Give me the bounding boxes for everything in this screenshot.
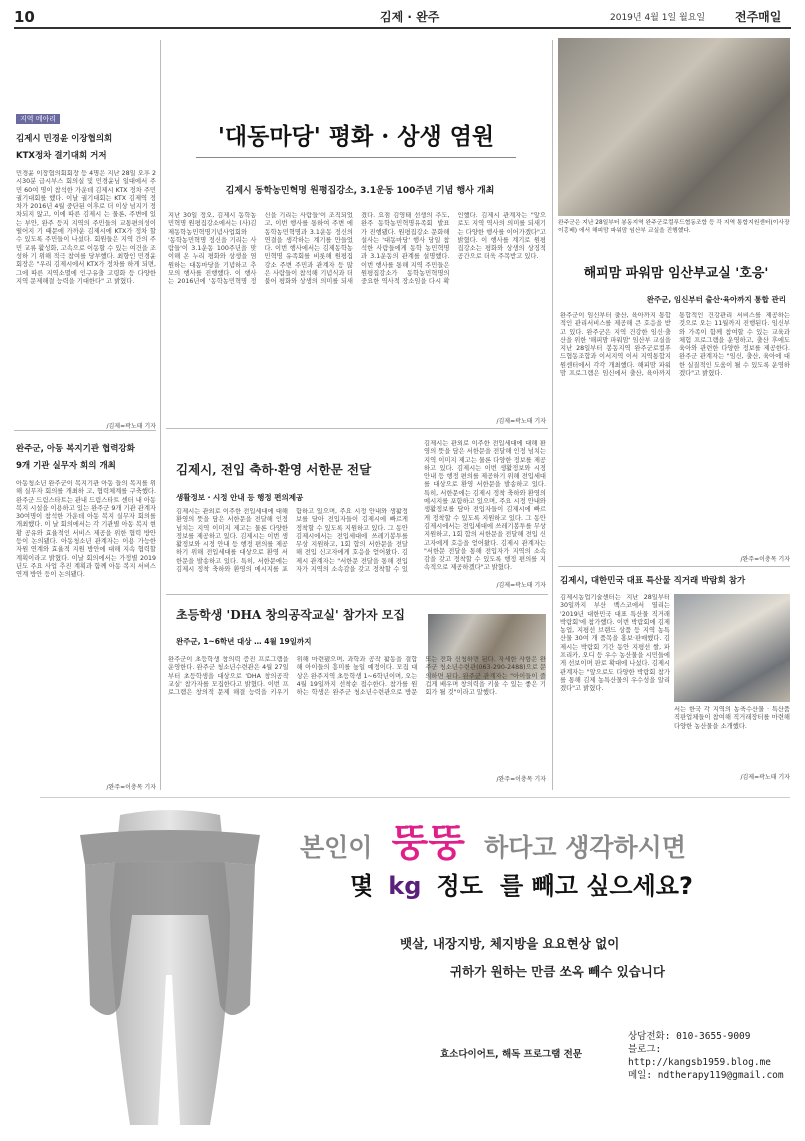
article-body: 김제시는 관외로 이주한 전입세대에 대해 환영의 뜻을 담은 서한문을 전달해 인정 넘치는 지역 이미지 제고는 물론 다양한 정보를 제공하고 있다. 김제시는 이번 생활정보와 시정 안내 등 행정 편의를 제공하기 위해 전입세대를 대상으로 환영 서한문을 발송하고 있다. 특히, 서한문에는 김제시 정착 축하와 환영의 메시지를 포함하고 있으며, 주요 시정 안내와 생활정보를 담아 전입자들이 김제시에 빠르게 정착할 수 있도록 지원하고 있다. 그 동안 김제시에서는 전입세대에 쓰레기봉투를 무상 지원하고, 1회 합의 서한문을 전달해 전입 신고자에게 호응을 얻어왔다. 김제시 관계자는 "서한문 전달을 통해 전입자가 지역의 소속감을 갖고 정착할 수 있 xyxy=(176,508,408,574)
article-credit: /김제=곽노태 기자 xyxy=(496,582,546,589)
exhibition-photo xyxy=(674,594,790,702)
ad-highlight-text: 뚱뚱 xyxy=(391,821,465,865)
event-photo xyxy=(558,38,790,216)
ad-text-kg: kg xyxy=(388,872,422,900)
article-body: 지난 30일 정오, 김제시 동학농민혁명 원평집강소에서는 (사)김제동학농민혁명기념사업회와 '동학농민혁명 정신을 기리는 사람들'이 3.1운동 100주년을 맞이해 온 누리 평화와 상생을 염원하는 대동마당을 기념하고 추모의 행사를 진행했다. 이 행사는 2016년에 '동학농민혁명 정신을 기리는 사람들'이 조직되었고, 이번 행사를 통하여 주변 에 동학농민혁명과 3.1운동 정신의 연결을 생각하는 계기를 만들었다. 이번 행사에서는 김제동학농민혁명 유족회를 비롯해 원평집강소 주변 주민과 관계자 등 많은 사람들이 참석해 기념식과 더불어 평화와 상생의 의미를 되새겼다. 요점 김영태 선생의 추도, 완주 동학농민혁명유족회 발표가 진행됐다. 원평집강소 문화해설사는 '대동마당' 행사 당일 참석한 사람들에게 동학 농민혁명과 3.1운동의 관계를 설명했다. 이번 행사를 통해 지역 주민들은 원평집강소가 동학농민혁명의 중요한 역사적 장소임을 다시 확인했다. 김제시 관계자는 "앞으로도 지역 역사의 의미를 되새기는 다양한 행사를 이어가겠다"고 밝혔다. 이 행사를 계기로 원평집강소는 평화와 상생의 상징적 공간으로 더욱 주목받고 있다. xyxy=(168,212,546,286)
headline: 초등학생 'DHA 창의공작교실' 참가자 모집 xyxy=(176,608,405,622)
newspaper-name: 전주매일 xyxy=(735,10,782,24)
row-divider xyxy=(166,428,548,429)
ad-text: 본인이 xyxy=(300,833,373,862)
article-title-line2: KTX정차 결기대회 거저 xyxy=(16,151,107,161)
photo-caption: 서는 한국 각 지역의 농축수산물 · 특산품 직판업체들이 참여해 직거래장터를 마련해 다양한 농산물을 소개했다. xyxy=(674,706,790,730)
row-divider xyxy=(558,566,790,567)
article-title: 완주군, 아동 복지기관 협력강화 xyxy=(16,444,135,454)
headline: 김제시, 전입 축하·환영 서한문 전달 xyxy=(176,462,372,477)
ad-phone: 상담전화: 010-3655-9009 xyxy=(628,1031,751,1042)
ad-text: 하다고 생각하시면 xyxy=(484,833,686,862)
column-divider xyxy=(552,40,553,790)
page-number: 10 xyxy=(14,8,35,26)
ad-email: 메일: ndtherapy119@gmail.com xyxy=(628,1070,784,1081)
article-body: 민경윤 이장협의회회장 등 4명은 지난 28일 오후 2시30분 급시부스 회의실 및 민경윤님 일대에서 주민 60여 명이 참석한 가운데 김제시 KTX 정차 주민 궐기대회를 했다. 이날 궐기대회는 KTX 김제역 정차가 2016년 4월 중단된 이후로 더 이상 넘지기 정차되지 않고, 이에 따른 김제시 는 물론, 주변에 있는 부안, 완주 등지 지역의 주민들의 교통편의성이 떨어지 기 때문에 가까운 김제시에 KTX가 정차 할 수 있도록 주민들이 나섰다. 회원들은 지역 간의 주민 교류 활성화, 고속으로 이동할 수 있는 여건을 조성하 기 위해 적극 참여를 당부했다. 최향인 민경윤회장은 "우리 김제시에서 KTX가 정차를 하게 되면, 그에 따른 지역소멸에 인구유출 고령화 등 다양한 지역 문제해결 능력을 기대한다" 고 밝혔다. xyxy=(16,170,156,285)
article-body: 완주군이 초등학생 창의력 증진 프로그램을 운영한다. 완주군 청소년수련관은 4월 27일부터 초등학생을 대상으로 'DHA 창의공작교실' 참가자를 모집한다고 밝혔다. 이번 프로그램은 창의적 문제 해결 능력을 키우기 위해 마련됐으며, 과학과 공작 활동을 결합해 아이들의 흥미를 높일 예정이다. 모집 대상은 완주지역 초등학생 1~6학년이며, 오는 4월 19일까지 선착순 접수한다. 참가를 원하는 학생은 완주군 청소년수련관으로 방문 또는 전화 신청하면 된다. 자세한 사항은 완주군 청소년수련관(063-290-2488)으로 문의하면 된다. 완주군 관계자는 "아이들이 즐겁게 배우며 창의력을 키울 수 있는 좋은 기회가 될 것"이라고 말했다. xyxy=(168,656,546,697)
ad-blog: 블로그: http://kangsb1959.blog.me xyxy=(628,1044,771,1068)
row-divider xyxy=(166,594,548,595)
issue-date: 2019년 4월 1일 월요일 xyxy=(610,13,706,23)
ad-subline-1: 뱃살, 내장지방, 체지방을 요요현상 없이 xyxy=(400,936,620,951)
article-credit: /완주=이충목 기자 xyxy=(106,784,156,791)
ad-brand: 효소다이어트, 해독 프로그램 전문 xyxy=(440,1049,583,1060)
article-title: 김제시 민경윤 이장협의회 xyxy=(16,134,113,144)
ad-text: 몇 xyxy=(350,872,374,900)
section-title: 김제 · 완주 xyxy=(380,10,440,24)
row-divider xyxy=(14,430,156,431)
kicker-label: 지역 메아리 xyxy=(16,114,60,124)
ad-text: 정도 xyxy=(436,872,483,900)
ad-text: 를 빼고 싶으세요? xyxy=(499,872,693,900)
ad-subline-2: 귀하가 원하는 만큼 쏘옥 빼수 있습니다 xyxy=(450,964,665,979)
article-body-continued: 김제시는 관외로 이주한 전입세대에 대해 환영의 뜻을 담은 서한문을 전달해 인정 넘치는 지역 이미지 제고는 물론 다양한 정보를 제공하고 있다. 김제시는 이번 생활정보와 시정 안내 등 행정 편의를 제공하기 위해 전입세대를 대상으로 환영 서한문을 발송하고 있다. 특히, 서한문에는 김제시 정착 축하와 환영의 메시지를 포함하고 있으며, 주요 시정 안내와 생활정보를 담아 전입자들이 김제시에 빠르게 정착할 수 있도록 지원하고 있다. 그 동안 김제시에서는 전입세대에 쓰레기봉투를 무상 지원하고, 1회 합의 서한문을 전달해 전입 신고자에게 호응을 얻어왔다. 김제시 관계자는 "서한문 전달을 통해 전입자가 지역의 소속감을 갖고 정착할 수 있도록 행정 편의를 지속적으로 제공하겠다"고 밝혔다. xyxy=(424,440,546,572)
ad-headline-line1 xyxy=(300,812,686,867)
ad-headline-line2 xyxy=(350,866,693,901)
headline: 해피맘 파워맘 임산부교실 '호응' xyxy=(583,266,769,281)
ad-contact-block xyxy=(628,1030,805,1082)
subheadline: 김제시 동학농민혁명 원평집강소, 3.1운동 100주년 기념 행사 개최 xyxy=(225,186,495,196)
jeans-waist xyxy=(80,830,260,865)
column-divider xyxy=(160,40,161,790)
header-rule xyxy=(14,27,791,29)
article-body: 아동청소년 완주군이 복지기관 아동 들의 복지를 위해 실무자 회의를 개최하 고, 협력체계를 구축했다. 완주군 드림스타트는 관내 드림스타트 센터 내 아동 복지 시설을 이용하고 있는 완주군 9개 기관 관계자 30여명이 참석한 가운데 아동 복지 실무자 회의를 개최했다. 이 날 회의에서는 각 기관별 아동 복지 현황 공유와 효율적인 서비스 제공을 위한 협력 방안 등이 논의됐다. 아동청소년 관계자는 이용 가능한 자원 연계와 효율적 지원 방안에 대해 지속 협력할 계획이라고 밝혔다. 이날 회의에서는 가정별 2019년도 주요 사업 추진 계획과 함께 아동 복지 서비스 연계 방안 등이 논의됐다. xyxy=(16,480,156,579)
article-credit: /완주=이충목 기자 xyxy=(496,776,546,783)
headline: 김제시, 대한민국 대표 특산물 직거래 박람회 참가 xyxy=(560,576,746,586)
subheadline: 완주군, 임신부터 출산·육아까지 통합 관리 xyxy=(646,295,786,304)
article-title-line2: 9개 기관 실무자 회의 개최 xyxy=(16,461,116,471)
subheadline: 완주군, 1~6학년 대상 … 4월 19일까지 xyxy=(176,637,312,646)
article-credit: /김제=곽노태 기자 xyxy=(740,774,790,781)
jeans-silhouette-image xyxy=(80,805,260,1125)
article-credit: /김제=곽노태 기자 xyxy=(496,418,546,425)
article-credit: /완주=이충목 기자 xyxy=(740,556,790,563)
subheadline: 생활정보 · 시정 안내 등 행정 편의제공 xyxy=(176,493,304,502)
headline-rule xyxy=(196,157,516,158)
article-body: 김제시농업기술센터는 지난 28일부터 30일까지 부산 벡스코에서 열리는 '2019년 대한민국 대표 특산물 직거래 박람회'에 참가했다. 이번 박람회에 김제농업, 지평선 브랜드 상품 등 지역 농특산물 30여 개 품목을 홍보·판매했다. 김제시는 박람회 기간 동안 지평선 쌀, 파프리카, 오디 등 우수 농산물을 시민들에게 선보이며 판로 확대에 나섰다. 김제시 관계자는 "앞으로도 다양한 박람회 참가를 통해 김제 농특산물의 우수성을 알리겠다"고 밝혔다. xyxy=(560,594,670,693)
article-body: 완주군이 임신부터 출산, 육아까지 통합적인 관리서비스를 제공해 큰 호응을 받고 있다. 완주군은 지역 건강한 임신·출산을 위한 '해피맘 파워맘' 임산부 교실을 지난 28일부터 봉동지역 완주군로컬푸드협동조합과 이서지역 이서 지역통합지원센터에서 각각 개최했다. 해피맘 파워맘 프로그램은 임신에서 출산, 육아까지 통합적인 건강관리 서비스를 제공하는 것으로 오는 11월까지 진행된다. 임신부와 가족이 함께 참여할 수 있는 교육과 체험 프로그램을 운영하고, 출산 후에도 육아와 관련한 다양한 정보를 제공한다. 완주군 관계자는 "임신, 출산, 육아에 대한 실질적인 도움이 될 수 있도록 운영하겠다"고 밝혔다. xyxy=(560,312,790,378)
section-kicker xyxy=(16,106,60,125)
photo-caption: 완주군은 지난 28일부터 봉동지역 완주군로컬푸드협동조합 등 각 지역 통합지원센터(이사장 이홍배) 에서 해피맘 파워맘 임산부 교실을 진행했다. xyxy=(558,220,790,234)
article-credit: /김제=곽노태 기자 xyxy=(106,423,156,430)
headline: '대동마당' 평화 · 상생 염원 xyxy=(217,123,495,150)
